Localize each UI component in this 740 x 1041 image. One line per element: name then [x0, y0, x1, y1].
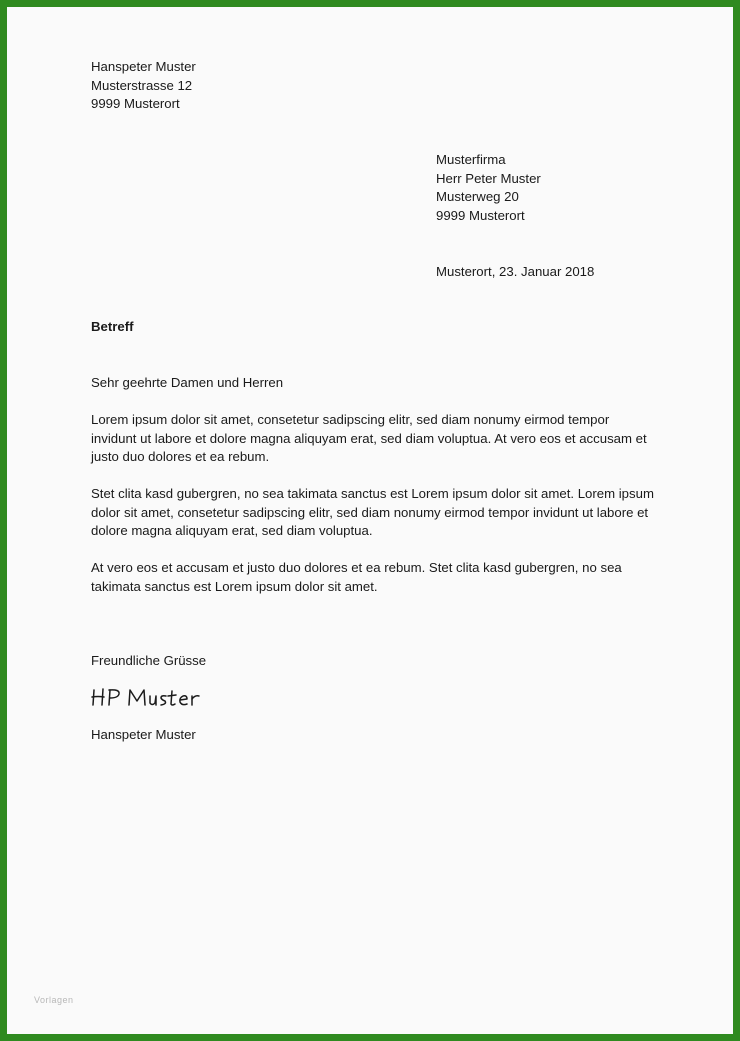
body-paragraph-2 — [91, 485, 654, 541]
handwritten-signature — [91, 685, 213, 711]
sender-address — [91, 58, 196, 114]
sender-city: 9999 Musterort — [91, 96, 180, 112]
letter-closing: Freundliche Grüsse — [91, 653, 207, 668]
signer-name: Hanspeter Muster — [91, 727, 196, 742]
letter-subject: Betreff — [91, 319, 134, 334]
sender-street: Musterstrasse 12 — [91, 77, 193, 93]
paragraph-line: Stet clita kasd gubergren, no sea takimata sanctus est Lorem ipsum dolor sit amet. Lorem ipsum — [91, 486, 654, 501]
recipient-street: Musterweg 20 — [436, 189, 519, 205]
body-paragraph-3 — [91, 559, 622, 596]
watermark: Vorlagen — [34, 995, 74, 1005]
paragraph-line: dolore magna aliquyam erat, sed diam voluptua. — [91, 523, 373, 539]
letter-date: Musterort, 23. Januar 2018 — [436, 264, 595, 279]
paragraph-line: dolor sit amet, consetetur sadipscing elitr, sed diam nonumy eirmod tempor invidunt ut labore et — [91, 504, 649, 520]
paragraph-line: Lorem ipsum dolor sit amet, consetetur sadipscing elitr, sed diam nonumy eirmod tempor — [91, 412, 610, 427]
sender-name: Hanspeter Muster — [91, 59, 196, 74]
paragraph-line: At vero eos et accusam et justo duo dolores et ea rebum. Stet clita kasd gubergren, no sea — [91, 560, 622, 575]
letter-page — [7, 7, 733, 1034]
recipient-city: 9999 Musterort — [436, 208, 525, 224]
recipient-address — [436, 151, 541, 226]
paragraph-line: invidunt ut labore et dolore magna aliquyam erat, sed diam voluptua. At vero eos et accusam et — [91, 430, 647, 446]
body-paragraph-1 — [91, 411, 647, 467]
recipient-person: Herr Peter Muster — [436, 170, 541, 186]
letter-salutation: Sehr geehrte Damen und Herren — [91, 375, 284, 390]
paragraph-line: justo duo dolores et ea rebum. — [91, 449, 270, 465]
recipient-company: Musterfirma — [436, 152, 506, 167]
paragraph-line: takimata sanctus est Lorem ipsum dolor sit amet. — [91, 578, 378, 594]
